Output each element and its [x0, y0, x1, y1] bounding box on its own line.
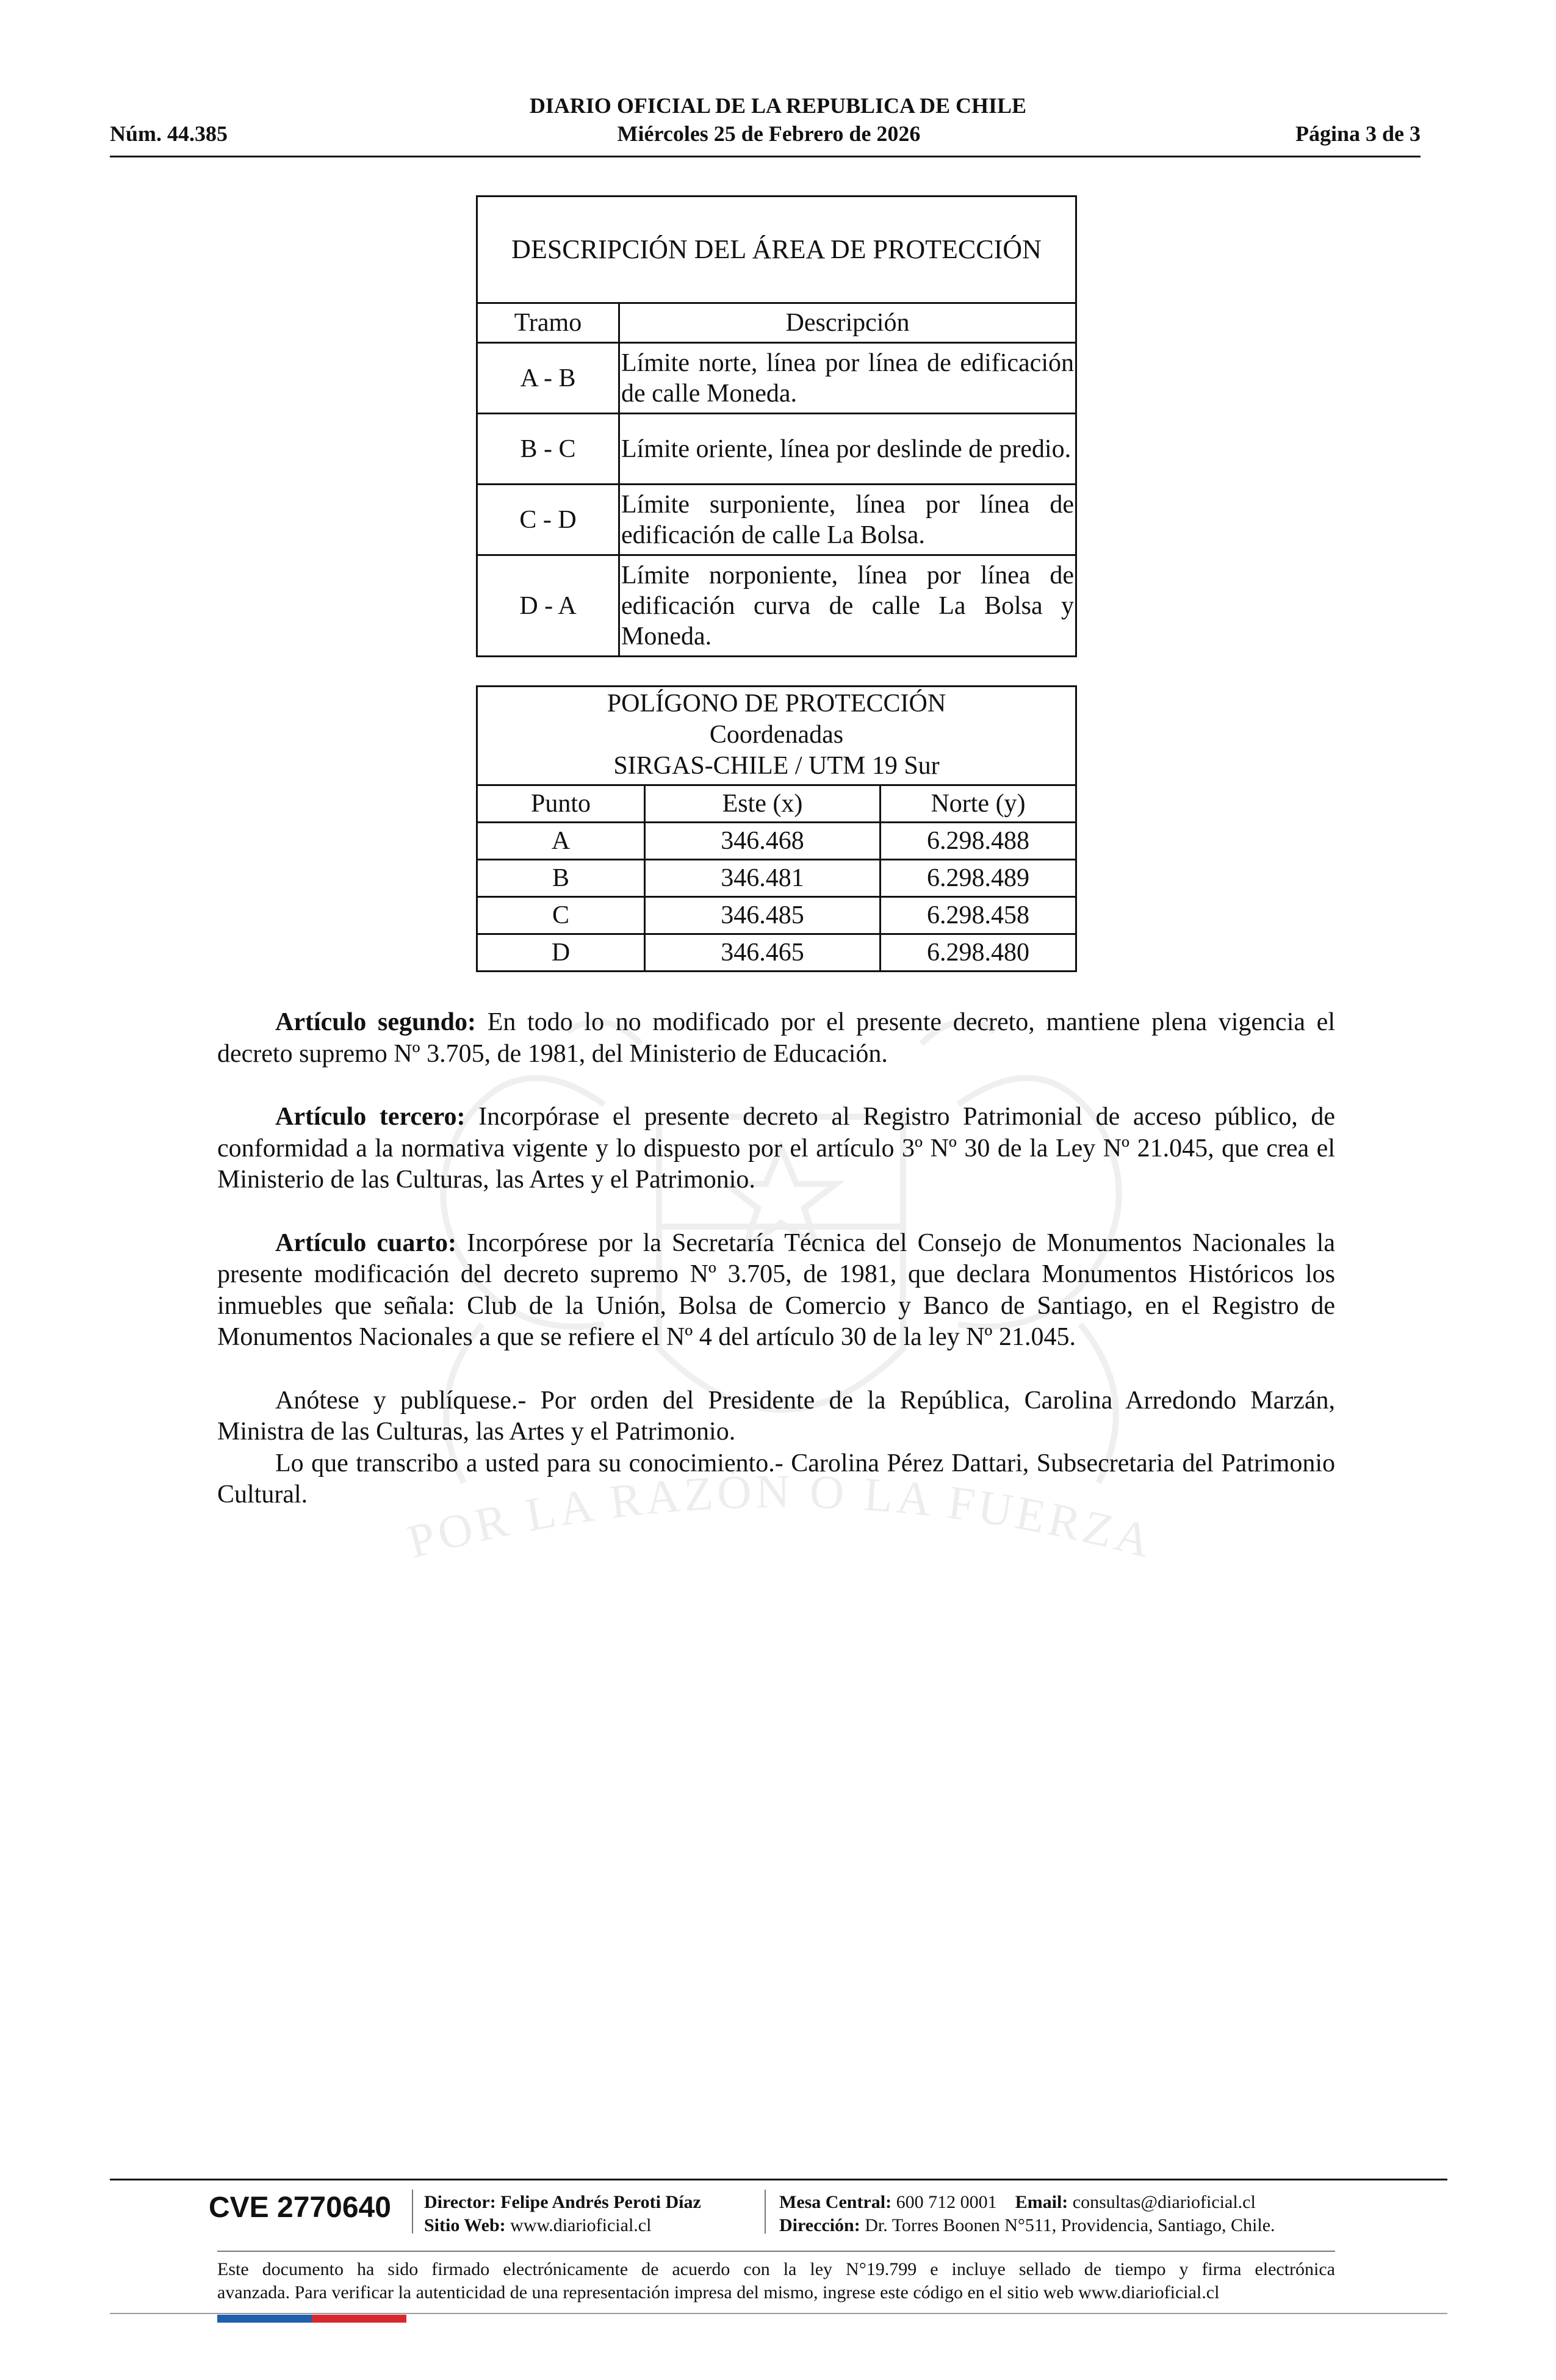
punto-cell: C — [477, 897, 645, 934]
table-row — [477, 343, 1076, 414]
column-header-descripcion: Descripción — [619, 303, 1076, 343]
closing-transcription: Lo que transcribo a usted para su conocimiento.- Carolina Pérez Dattari, Subsecretaria del Patrimonio Cultural. — [217, 1449, 1335, 1509]
table-row — [477, 860, 1076, 897]
tramo-cell: B - C — [477, 414, 619, 485]
flag-stripe-blue — [217, 2315, 312, 2323]
table-row — [477, 934, 1076, 972]
column-header-punto: Punto — [477, 785, 645, 823]
norte-cell: 6.298.488 — [881, 823, 1076, 860]
norte-cell: 6.298.489 — [881, 860, 1076, 897]
address-value: Dr. Torres Boonen N°511, Providencia, Santiago, Chile. — [865, 2215, 1275, 2235]
table-title — [477, 687, 1076, 785]
este-cell: 346.465 — [645, 934, 881, 972]
issue-date: Miércoles 25 de Febrero de 2026 — [617, 121, 921, 146]
footer-divider-bottom — [110, 2313, 1447, 2314]
article-cuarto-text: Incorpórese por la Secretaría Técnica del Consejo de Monumentos Nacionales la presente modificación del decreto supremo Nº 3.705, de 1981, que declara Monumentos Históricos los inmuebles que señala: Club de la Unión, Bolsa de Comercio y Banco de Santiago, en el Registro de Monumentos Nacionales a que se refiere el Nº 4 del artículo 30 de la ley Nº 21.045. — [217, 1228, 1335, 1351]
protection-polygon-table — [476, 685, 1077, 972]
site-link[interactable]: www.diarioficial.cl — [510, 2215, 652, 2235]
column-header-norte: Norte (y) — [881, 785, 1076, 823]
legal-notice-line2: avanzada. Para verificar la autenticidad de una representación impresa del mismo, ingrese este código en el sitio web www.diarioficial.cl — [217, 2282, 1220, 2302]
director-label: Director: — [424, 2192, 496, 2212]
article-segundo-text: En todo lo no modificado por el presente decreto, mantiene plena vigencia el decreto supremo Nº 3.705, de 1981, del Ministerio de Educación. — [217, 1008, 1335, 1068]
norte-cell: 6.298.458 — [881, 897, 1076, 934]
description-cell: Límite norponiente, línea por línea de edificación curva de calle La Bolsa y Moneda. — [619, 555, 1076, 657]
mesa-phone: 600 712 0001 — [896, 2192, 997, 2212]
description-cell: Límite surponiente, línea por línea de edificación de calle La Bolsa. — [619, 485, 1076, 555]
email-link[interactable]: consultas@diarioficial.cl — [1072, 2192, 1256, 2212]
article-cuarto — [217, 1228, 1335, 1354]
page-number: Página 3 de 3 — [1295, 121, 1421, 146]
table-title-row — [477, 687, 1076, 785]
description-cell: Límite oriente, línea por deslinde de predio. — [619, 414, 1076, 485]
tramo-cell: D - A — [477, 555, 619, 657]
tramo-cell: A - B — [477, 343, 619, 414]
table-title-row — [477, 197, 1076, 303]
column-header-este: Este (x) — [645, 785, 881, 823]
issue-number: Núm. 44.385 — [110, 121, 228, 146]
newspaper-title: DIARIO OFICIAL DE LA REPUBLICA DE CHILE — [529, 93, 1027, 118]
article-tercero — [217, 1102, 1335, 1196]
norte-cell: 6.298.480 — [881, 934, 1076, 972]
table-header-row — [477, 785, 1076, 823]
header-divider — [110, 156, 1421, 157]
table-row — [477, 414, 1076, 485]
footer-contact-block — [779, 2191, 1275, 2237]
closing-order: Anótese y publíquese.- Por orden del Presidente de la República, Carolina Arredondo Marzán, Ministra de las Culturas, las Artes y el Patrimonio. — [217, 1386, 1335, 1446]
watermark-motto: POR LA RAZÓN O LA FUERZA — [402, 1464, 1160, 1568]
tramo-cell: C - D — [477, 485, 619, 555]
punto-cell: B — [477, 860, 645, 897]
column-header-tramo: Tramo — [477, 303, 619, 343]
protection-area-table — [476, 195, 1077, 657]
address-label: Dirección: — [779, 2215, 860, 2235]
footer-divider-mid — [217, 2251, 1335, 2252]
footer-separator — [412, 2190, 413, 2234]
este-cell: 346.468 — [645, 823, 881, 860]
table-title: DESCRIPCIÓN DEL ÁREA DE PROTECCIÓN — [477, 197, 1076, 303]
legal-notice-line1: Este documento ha sido firmado electrónicamente de acuerdo con la ley N°19.799 e incluye sellado de tiempo y firma electrónica — [217, 2259, 1335, 2279]
article-tercero-text: Incorpórase el presente decreto al Registro Patrimonial de acceso público, de conformidad a la normativa vigente y lo dispuesto por el artículo 3º Nº 30 de la Ley Nº 21.045, que crea el Ministerio de las Culturas, las Artes y el Patrimonio. — [217, 1103, 1336, 1194]
article-body — [217, 1007, 1335, 1511]
table-row — [477, 897, 1076, 934]
footer-divider-top — [110, 2179, 1447, 2180]
article-cuarto-label: Artículo cuarto: — [275, 1228, 457, 1257]
footer-separator — [765, 2190, 766, 2234]
footer-director-block — [424, 2191, 701, 2237]
cve-code: CVE 2770640 — [209, 2191, 391, 2224]
este-cell: 346.485 — [645, 897, 881, 934]
article-segundo — [217, 1007, 1335, 1070]
table-row — [477, 555, 1076, 657]
table-row — [477, 485, 1076, 555]
mesa-label: Mesa Central: — [779, 2192, 892, 2212]
table-row — [477, 823, 1076, 860]
polygon-subtitle: Coordenadas — [709, 721, 844, 749]
polygon-title: POLÍGONO DE PROTECCIÓN — [607, 690, 946, 718]
description-cell: Límite norte, línea por línea de edificación de calle Moneda. — [619, 343, 1076, 414]
table-header-row — [477, 303, 1076, 343]
site-label: Sitio Web: — [424, 2215, 506, 2235]
flag-stripe-red — [312, 2315, 406, 2323]
punto-cell: D — [477, 934, 645, 972]
article-tercero-label: Artículo tercero: — [275, 1103, 466, 1131]
polygon-datum: SIRGAS-CHILE / UTM 19 Sur — [613, 752, 940, 780]
director-name: Felipe Andrés Peroti Díaz — [500, 2192, 701, 2212]
este-cell: 346.481 — [645, 860, 881, 897]
punto-cell: A — [477, 823, 645, 860]
article-segundo-label: Artículo segundo: — [275, 1008, 477, 1036]
email-label: Email: — [1015, 2192, 1068, 2212]
